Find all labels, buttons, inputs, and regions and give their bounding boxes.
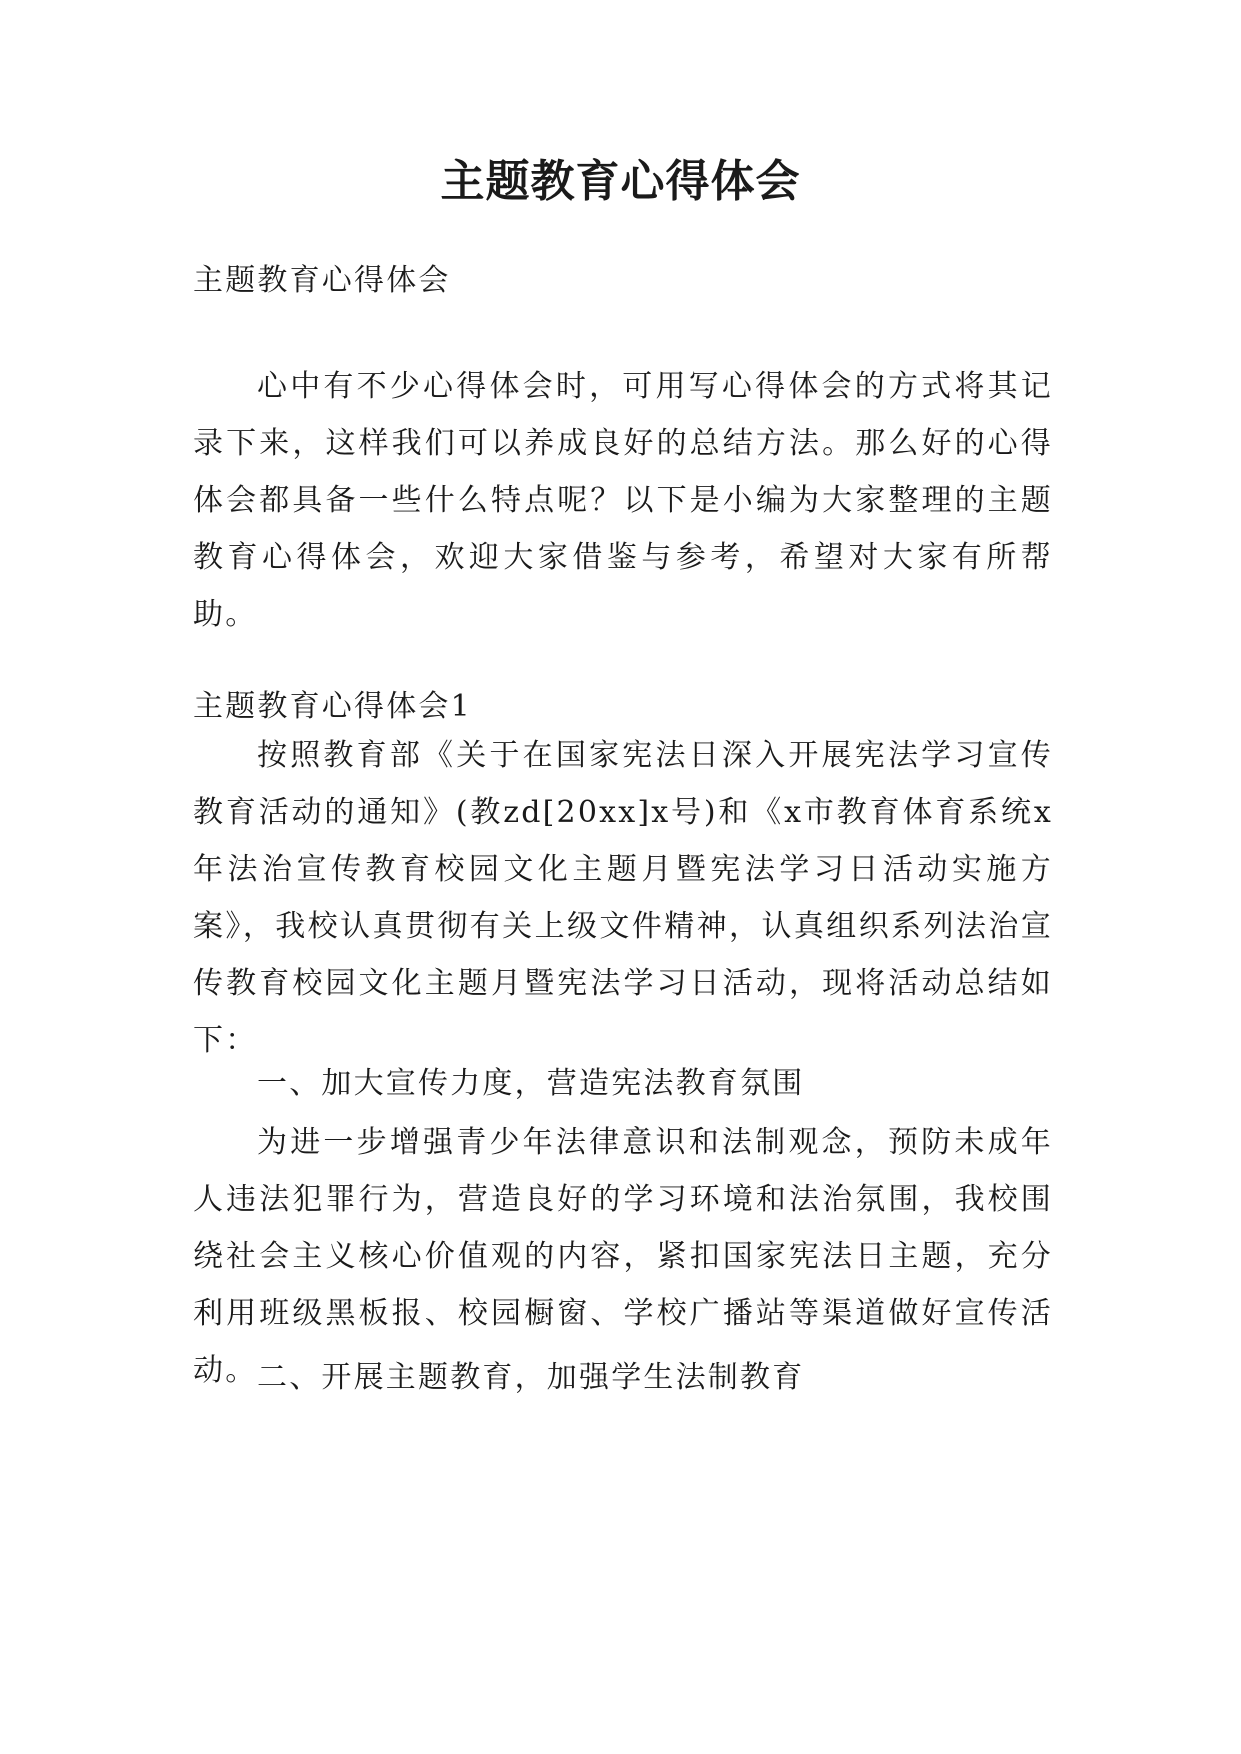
section-heading-1: 主题教育心得体会1 <box>193 689 472 724</box>
intro-paragraph: 心中有不少心得体会时，可用写心得体会的方式将其记录下来，这样我们可以养成良好的总结方法。那么好的心得体会都具备一些什么特点呢？以下是小编为大家整理的主题教育心得体会，欢迎大家借鉴与参考，希望对大家有所帮助。 <box>193 369 1053 632</box>
document-title: 主题教育心得体会 <box>440 156 801 207</box>
section1-paragraph: 按照教育部《关于在国家宪法日深入开展宪法学习宣传教育活动的通知》(教zd[20xx]x号)和《x市教育体育系统x年法治宣传教育校园文化主题月暨宪法学习日活动实施方案》，我校认真贯彻有关上级文件精神，认真组织系列法治宣传教育校园文化主题月暨宪法学习日活动，现将活动总结如下： <box>193 738 1053 1058</box>
point1-heading: 一、加大宣传力度，营造宪法教育氛围 <box>257 1066 805 1101</box>
point2-heading: 二、开展主题教育，加强学生法制教育 <box>257 1360 805 1395</box>
document-subtitle: 主题教育心得体会 <box>193 263 451 298</box>
point1-paragraph: 为进一步增强青少年法律意识和法制观念，预防未成年人违法犯罪行为，营造良好的学习环境和法治氛围，我校围绕社会主义核心价值观的内容，紧扣国家宪法日主题，充分利用班级黑板报、校园橱窗、学校广播站等渠道做好宣传活动。 <box>193 1125 1053 1388</box>
